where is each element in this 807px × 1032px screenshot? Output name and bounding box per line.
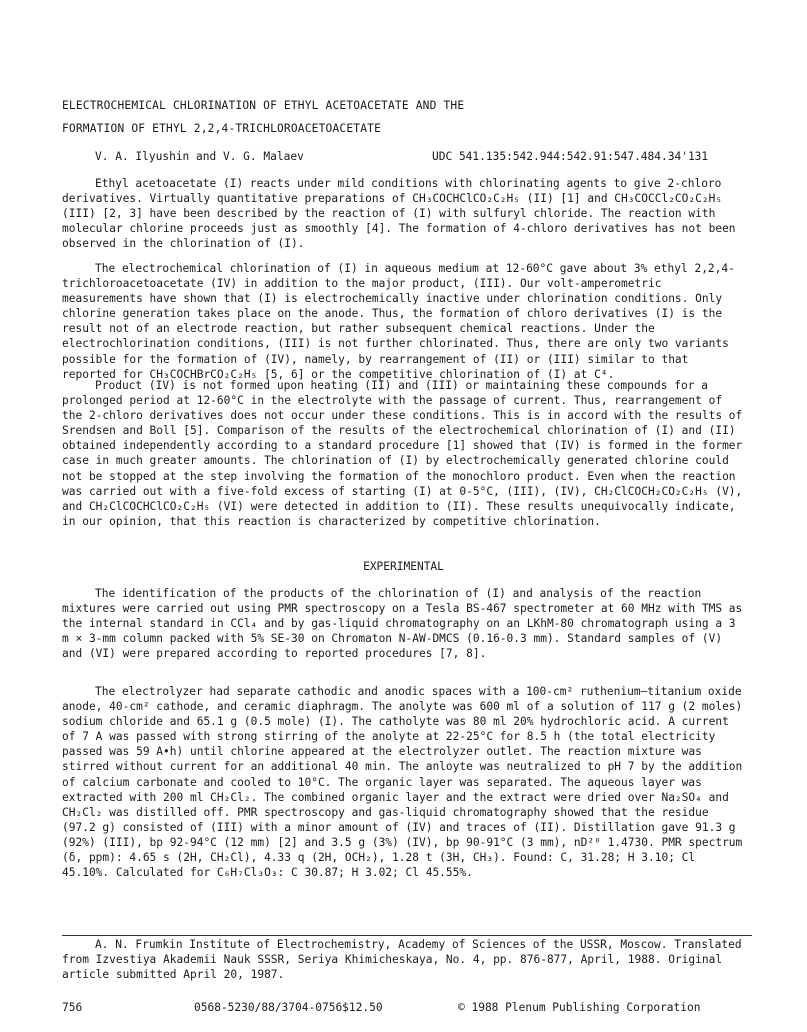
udc-classification: UDC 541.135:542.944:542.91:547.484.34'131: [432, 150, 709, 163]
page-number: 756: [62, 1001, 83, 1014]
section-heading-experimental: EXPERIMENTAL: [363, 560, 444, 573]
paragraph-text: The identification of the products of the chlorination of (I) and analysis of the reaction mixtures were carried out using PMR spectroscopy on a Tesla BS-467 spectrometer at 60 MHz with TMS as the internal standard in CCl₄ and by gas-liquid chromatography on an LKhM-80 chromatograph using a 3 m × 3-mm column packed with 5% SE-30 on Chromaton N-AW-DMCS (0.16-0.3 mm). Standard samples of (V) and (VI) were prepared according to reported procedures [7, 8].: [62, 587, 743, 661]
copyright-notice: © 1988 Plenum Publishing Corporation: [458, 1001, 701, 1014]
journal-code: 0568-5230/88/3704-0756$12.50: [194, 1001, 383, 1014]
paragraph-electrolyzer: [62, 684, 748, 880]
paragraph-text: The electrochemical chlorination of (I) in aqueous medium at 12-60°C gave about 3% ethyl 2,2,4-trichloroacetoacetate (IV) in addition to the major product, (III). Our volt-amperometric measurements have shown that (I) is electrochemically inactive under chlorination conditions. Only chlorine generation takes place on the anode. Thus, the formation of chloro derivatives (I) is the result not of an electrode reaction, but rather subsequent chemical reactions. Under the electrochlorination conditions, (III) is not further chlorinated. Thus, there are only two variants possible for the formation of (IV), namely, by rearrangement of (II) or (III) similar to that reported for CH₃COCHBrCO₂C₂H₅ [5, 6] or the competitive chlorination of (I) at C⁴.: [62, 262, 735, 381]
footnote-divider: [62, 935, 752, 936]
paragraph-text: Ethyl acetoacetate (I) reacts under mild conditions with chlorinating agents to give 2-chloro derivatives. Virtually quantitative preparations of CH₃COCHClCO₂C₂H₅ (II) [1] and CH₃COCCl₂CO₂C₂H₅ (III) [2, 3] have been described by the reaction of (I) with sulfuryl chloride. The reaction with molecular chlorine proceeds just as smoothly [4]. The formation of 4-chloro derivatives has not been observed in the chlorination of (I).: [62, 177, 736, 251]
paragraph-text: Product (IV) is not formed upon heating (II) and (III) or maintaining these compounds for a prolonged period at 12-60°C in the electrolyte with the passage of current. Thus, rearrangement of the 2-chloro derivatives does not occur under these conditions. This is in accord with the results of Srendsen and Boll [5]. Comparison of the results of the electrochemical chlorination of (I) and (II) obtained independently according to a standard procedure [1] showed that (IV) is formed in the former case in much greater amounts. The chlorination of (I) by electrochemically generated chlorine could not be stopped at the step involving the formation of the monochloro product. Even when the reaction was carried out with a five-fold excess of starting (I) at 0-5°C, (III), (IV), CH₂ClCOCH₂CO₂C₂H₅ (V), and CH₂ClCOCHClCO₂C₂H₅ (VI) were detected in addition to (II). These results unequivocally indicate, in our opinion, that this reaction is characterized by competitive chlorination.: [62, 379, 743, 528]
paragraph-product-iv: [62, 378, 748, 529]
paragraph-electrochemical: [62, 261, 748, 382]
article-title-line-2: FORMATION OF ETHYL 2,2,4-TRICHLOROACETOACETATE: [62, 122, 382, 135]
footnote: [62, 937, 752, 982]
paragraph-identification: [62, 586, 748, 661]
paragraph-intro: [62, 176, 748, 251]
article-title-line-1: ELECTROCHEMICAL CHLORINATION OF ETHYL ACETOACETATE AND THE: [62, 99, 465, 112]
footnote-text: A. N. Frumkin Institute of Electrochemistry, Academy of Sciences of the USSR, Moscow. Translated from Izvestiya Akademii Nauk SSSR, Seriya Khimicheskaya, No. 4, pp. 876-877, April, 1988. Original article submitted April 20, 1987.: [62, 938, 742, 982]
paragraph-text: The electrolyzer had separate cathodic and anodic spaces with a 100-cm² ruthenium–titanium oxide anode, 40-cm² cathode, and ceramic diaphragm. The anolyte was 600 ml of a solution of 117 g (2 moles) sodium chloride and 65.1 g (0.5 mole) (I). The catholyte was 80 ml 20% hydrochloric acid. A current of 7 A was passed with strong stirring of the anolyte at 22-25°C for 8.5 h (the total electricity passed was 59 A•h) until chlorine appeared at the electrolyzer outlet. The reaction mixture was stirred without current for an additional 40 min. The anloyte was neutralized to pH 7 by the addition of calcium carbonate and cooled to 10°C. The organic layer was separated. The aqueous layer was extracted with 200 ml CH₂Cl₂. The combined organic layer and the extract were dried over Na₂SO₄ and CH₂Cl₂ was distilled off. PMR spectroscopy and gas-liquid chromatography showed that the residue (97.2 g) consisted of (III) with a minor amount of (IV) and traces of (II). Distillation gave 91.3 g (92%) (III), bp 92-94°C (12 mm) [2] and 3.5 g (3%) (IV), bp 90-91°C (3 mm), nD²⁰ 1.4730. PMR spectrum (δ, ppm): 4.65 s (2H, CH₂Cl), 4.33 q (2H, OCH₂), 1.28 t (3H, CH₃). Found: C, 31.28; H 3.10; Cl 45.10%. Calculated for C₆H₇Cl₃O₃: C 30.87; H 3.02; Cl 45.55%.: [62, 685, 743, 880]
author-names: V. A. Ilyushin and V. G. Malaev: [95, 150, 304, 163]
